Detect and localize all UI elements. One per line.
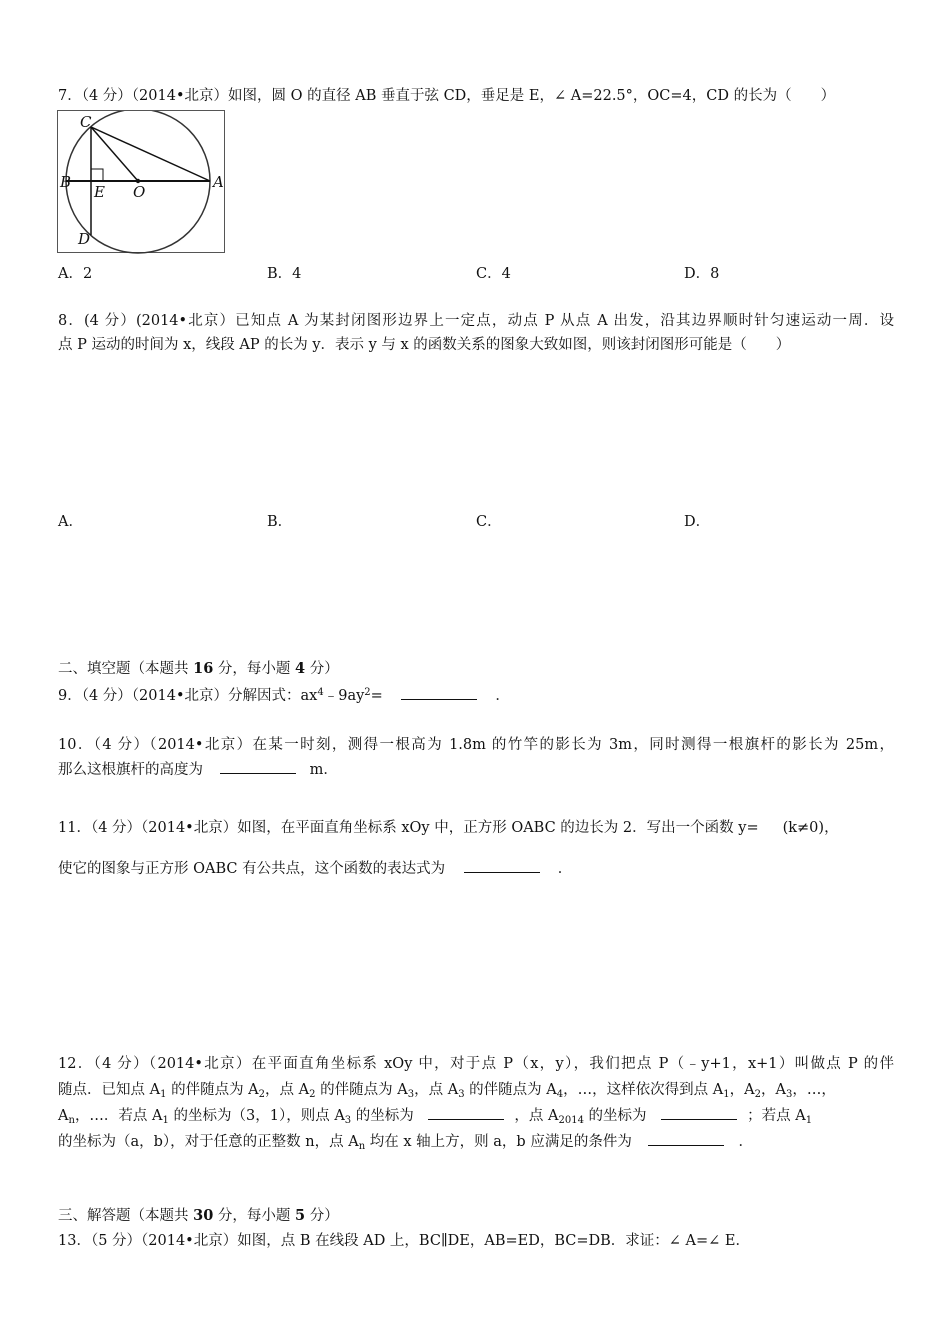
q7-option-c[interactable]: C．4 [476,266,511,282]
q9-stem [58,685,510,706]
q12-stem-line4 [58,1131,753,1152]
q10-stem-line1: 10．（4 分）（2014•北京）在某一时刻，测得一根高为 1.8m 的竹竿的影长为 3m，同时测得一根旗杆的影长为 25m， [58,737,894,753]
q12-l3-s5: 1 [805,1115,813,1126]
section2-pre: 二、填空题（本题共 [58,661,194,677]
q12-l2-s1: 1 [160,1089,167,1100]
q11-line2-post: ． [557,861,573,877]
q10-stem-line2 [58,759,338,780]
q7-option-b[interactable]: B．4 [267,266,302,282]
q12-l2-s2: 2 [258,1089,266,1100]
q12-l2-s7: 1 [723,1089,730,1100]
q9-end: ． [495,688,510,704]
q10-line2-pre: 那么这根旗杆的高度为 [58,762,203,778]
q7-stem: 7．（4 分）（2014•北京）如图，圆 O 的直径 AB 垂直于弦 CD，垂足是 E，∠ A=22.5°，OC=4，CD 的长为（ ） [58,88,836,104]
section2-post: 分） [305,661,339,677]
section2-score: 16 [193,660,214,677]
q12-l4-s1: n [358,1141,366,1152]
q11-answer-blank[interactable] [464,858,540,873]
section2-heading [58,659,339,679]
q12-l2-j: ，…， [792,1082,836,1098]
q12-l2-i: ，A [760,1082,786,1098]
q8-option-a[interactable]: A． [58,514,83,530]
q8-stem-line2: 点 P 运动的时间为 x，线段 AP 的长为 y．表示 y 与 x 的函数关系的图象大致如图，则该封闭图形可能是（ ） [58,337,791,353]
q12-l2-c: ，点 A [265,1082,310,1098]
q11-line1-pre: 11．（4 分）（2014•北京）如图，在平面直角坐标系 xOy 中，正方形 OABC 的边长为 2．写出一个函数 y= [58,820,759,836]
q12-l2-g: ，…，这样依次得到点 A [563,1082,724,1098]
label-d: D [78,230,91,248]
q12-answer-blank-2[interactable] [661,1105,737,1120]
q11-line1-post: (k≠0)， [782,820,839,836]
q9-exp1: 4 [317,687,324,698]
label-o: O [133,183,146,201]
q12-l4-a: 的坐标为（a，b），对于任意的正整数 n，点 A [58,1134,359,1150]
segment-ca [91,127,210,181]
q12-l2-s8: 2 [754,1089,761,1100]
q12-l2-s6: 4 [556,1089,564,1100]
q12-l3-b: ，…．若点 A [74,1108,163,1124]
q12-l2-f: 的伴随点为 A [464,1082,557,1098]
q12-l2-s5: 3 [458,1089,465,1100]
q12-l2-s9: 3 [785,1089,793,1100]
q12-l3-s2: 1 [162,1115,169,1126]
q12-stem-line1: 12．（4 分）（2014•北京）在平面直角坐标系 xOy 中，对于点 P（x，y），我们把点 P（﹣y+1，x+1）叫做点 P 的伴 [58,1056,894,1072]
q12-l3-s4: 2014 [558,1115,584,1126]
q9-post: = [370,688,383,704]
section3-mid: 分，每小题 [213,1208,296,1224]
q8-option-c[interactable]: C． [476,514,502,530]
section3-each: 5 [295,1207,306,1224]
q9-exp2: 2 [364,687,371,698]
q8-stem-line1: 8．(4 分）(2014•北京）已知点 A 为某封闭图形边界上一定点，动点 P 从点 A 出发，沿其边界顺时针匀速运动一周．设 [58,313,894,329]
q12-l4-c: ． [738,1134,753,1150]
q12-l4-b: 均在 x 轴上方，则 a，b 应满足的条件为 [365,1134,632,1150]
q12-l2-d: 的伴随点为 A [315,1082,408,1098]
q11-stem-line2 [58,858,572,879]
q12-l2-a: 随点．已知点 A [58,1082,161,1098]
q12-l3-e: ，点 A [514,1108,559,1124]
section3-score: 30 [193,1207,214,1224]
q12-stem-line2 [58,1080,836,1100]
q12-l2-h: ，A [729,1082,755,1098]
q12-l3-c: 的坐标为（3，1），则点 A [168,1108,345,1124]
q8-option-b[interactable]: B． [267,514,293,530]
q9-pre: 9．（4 分）（2014•北京）分解因式：ax [58,688,318,704]
q12-stem-line3 [58,1105,812,1126]
q13-stem: 13．（5 分）（2014•北京）如图，点 B 在线段 AD 上，BC∥DE，AB=ED，BC=DB．求证：∠ A=∠ E． [58,1233,751,1249]
q12-l3-g: ；若点 A [747,1108,806,1124]
q10-answer-blank[interactable] [220,759,296,774]
q12-l3-a: A [58,1108,69,1124]
q8-option-d[interactable]: D． [684,514,711,530]
q12-l3-s3: 3 [344,1115,352,1126]
right-angle-mark [91,169,103,181]
label-c: C [80,113,92,131]
q7-circle-figure [57,110,225,253]
q12-l2-e: ，点 A [414,1082,459,1098]
q12-l3-f: 的坐标为 [583,1108,647,1124]
q12-l2-s3: 2 [309,1089,316,1100]
q12-l3-s1: n [68,1115,75,1126]
segment-co [91,127,138,181]
section2-mid: 分，每小题 [213,661,296,677]
q12-answer-blank-1[interactable] [428,1105,504,1120]
q7-option-a[interactable]: A．2 [58,266,93,282]
section3-post: 分） [305,1208,339,1224]
label-e: E [94,183,105,201]
q11-stem-line1 [58,818,839,838]
section3-heading [58,1206,339,1226]
q10-line2-post: m． [309,762,338,778]
q9-mid: ﹣9ay [323,688,365,704]
label-a: A [213,173,224,191]
q12-l2-s4: 3 [407,1089,415,1100]
q11-line2-pre: 使它的图象与正方形 OABC 有公共点，这个函数的表达式为 [58,861,446,877]
q12-l3-d: 的坐标为 [351,1108,414,1124]
q12-l2-b: 的伴随点为 A [166,1082,259,1098]
q9-answer-blank[interactable] [401,685,477,700]
q7-option-d[interactable]: D．8 [684,266,720,282]
q12-answer-blank-3[interactable] [648,1131,724,1146]
section2-each: 4 [295,660,306,677]
label-b: B [60,173,72,191]
section3-pre: 三、解答题（本题共 [58,1208,194,1224]
